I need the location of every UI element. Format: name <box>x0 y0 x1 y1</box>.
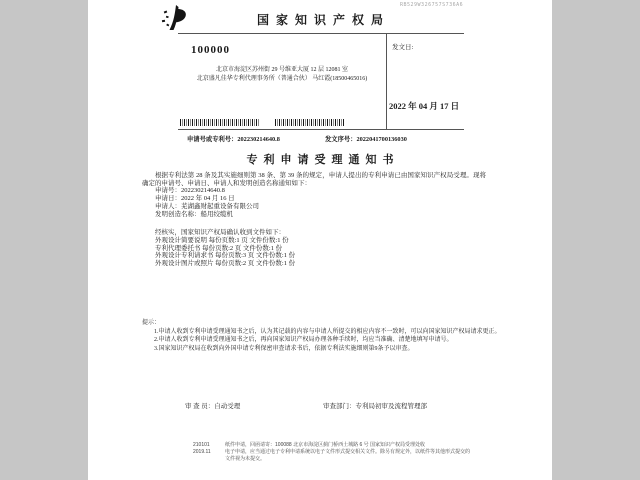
received-intro: 经核实，国家知识产权局确认收到文件如下： <box>155 229 285 237</box>
form-version: 2019.11 <box>193 449 211 455</box>
received-doc-item: 外观设计专利请求书 每份页数:3 页 文件份数:1 份 <box>155 252 296 260</box>
document-serial-code: RB529W326757S736A6 <box>400 2 464 8</box>
field-invention-title: 发明创造名称：船用绞缆机 <box>155 210 233 218</box>
form-codes <box>193 442 211 456</box>
department-line: 审查部门：专利局初审及流程管理部 <box>323 403 427 410</box>
notice-intro: 根据专利法第 28 条及其实施细则第 38 条、第 39 条的规定，申请人提出的专利申请已由国家知识产权局受理。现将确定的申请号、申请日、申请人和发明创造名称通知如下： <box>142 172 486 187</box>
received-documents <box>155 229 486 268</box>
notice-fields <box>155 187 486 218</box>
recipient-address-line2: 北京盛凡佳华专利代理事务所（普通合伙） 马红霞(18500465016) <box>196 76 368 82</box>
document-page <box>88 0 552 480</box>
recipient-address-line1: 北京市海淀区苏州街 29 号维亚大厦 12 层 12081 室 <box>215 67 348 73</box>
dispatch-number-line: 发文序号：2022041700136030 <box>325 136 407 143</box>
recipient-box <box>178 33 464 130</box>
issue-date-value: 2022 年 04 月 17 日 <box>389 101 460 111</box>
footer-line-2: 电子申请，应当通过电子专利申请系统以电子文件形式提交相关文件。除另有规定外，以纸件等其他形式提交的 <box>225 449 471 455</box>
tips-label: 提示： <box>142 320 161 326</box>
notice-body <box>142 172 486 268</box>
footer-line-3: 文件视为未提交。 <box>225 456 266 462</box>
examiner-line: 审 查 员：自动受理 <box>185 403 241 410</box>
postal-code: 100000 <box>191 44 230 56</box>
tip-item-3: 3.国家知识产权局在收到向外国申请专利保密审查请求书后，依据专利法实施细则第9条予以审查。 <box>154 345 414 352</box>
footer-instructions <box>225 442 519 463</box>
received-doc-item: 外观设计简要说明 每份页数:1 页 文件份数:1 份 <box>155 236 289 244</box>
issue-date-label: 发文日: <box>392 44 414 51</box>
agency-title: 国家知识产权局 <box>256 13 390 27</box>
application-number-line: 申请号或专利号：202230214640.8 <box>187 136 280 143</box>
received-doc-item: 外观设计图片或照片 每份页数:2 页 文件份数:1 份 <box>155 260 296 268</box>
field-applicant: 申请人：芜湖鑫财起重设备有限公司 <box>155 202 259 210</box>
field-application-date: 申请日：2022 年 04 月 16 日 <box>155 195 235 203</box>
received-doc-item: 专利代理委托书 每份页数:2 页 文件份数:1 份 <box>155 244 283 252</box>
barcode-application-number <box>180 119 260 126</box>
tip-item-2: 2.申请人收到专利申请受理通知书之后，再向国家知识产权局办理各种手续时，均应当准确、清楚地填写申请号。 <box>154 337 453 344</box>
form-code: 210101 <box>193 442 210 448</box>
tips-section <box>142 319 514 353</box>
notice-title: 专利申请受理通知书 <box>246 154 400 166</box>
tip-item-1: 1.申请人收到专利申请受理通知书之后，认为其记载的内容与申请人所提交的相应内容不一致时，可以向国家知识产权局请求更正。 <box>154 328 501 335</box>
footer-line-1: 纸件申请，回函请寄：100088 北京市海淀区蓟门桥西土城路 6 号 国家知识产权局受理处收 <box>225 442 426 448</box>
field-application-number: 申请号：202230214640.8 <box>155 187 225 195</box>
barcode-dispatch-number <box>275 119 345 126</box>
